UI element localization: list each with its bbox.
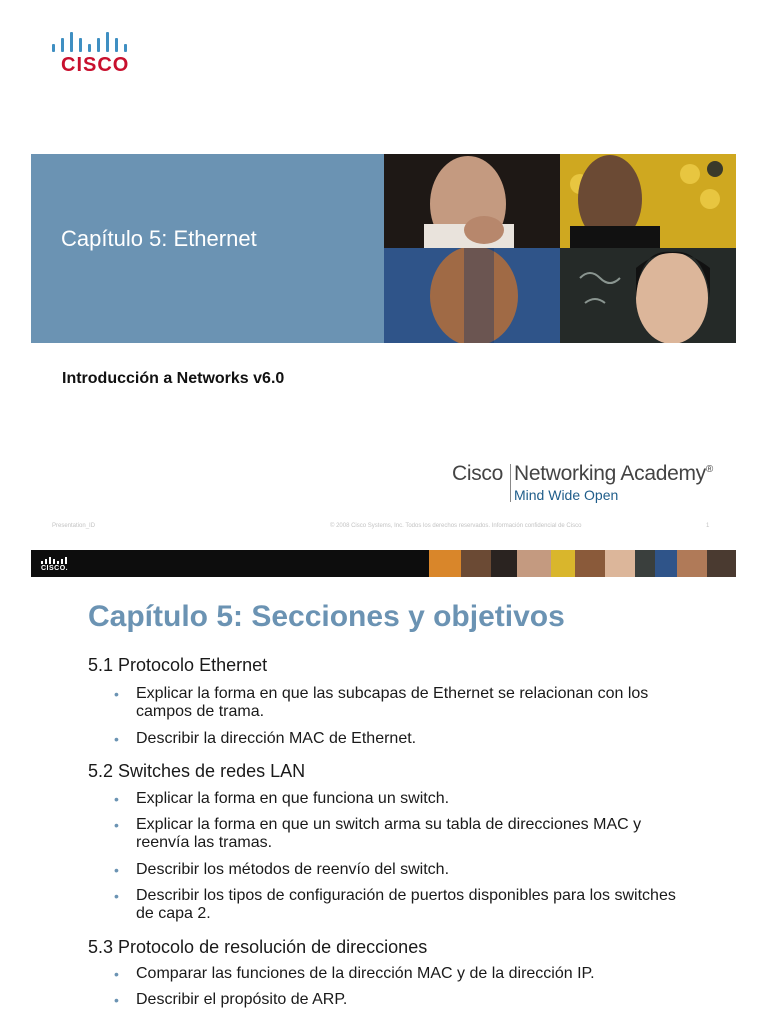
- bullet-text: Describir la dirección MAC de Ethernet.: [136, 730, 417, 747]
- student-photo: [384, 154, 560, 248]
- academy-name: Networking Academy: [514, 462, 706, 485]
- bullet-text: Explicar la forma en que funciona un switch.: [136, 790, 450, 807]
- bullet-icon: •: [114, 686, 119, 702]
- cisco-logo: [52, 30, 142, 78]
- section-heading: 5.1 Protocolo Ethernet: [88, 655, 268, 675]
- page-number: 1: [706, 523, 710, 529]
- course-subtitle: Introducción a Networks v6.0: [62, 370, 285, 387]
- presentation-id: Presentation_ID: [52, 523, 96, 529]
- bullet-text: Describir los tipos de configuración de puertos disponibles para los switches de capa 2.: [136, 887, 676, 922]
- section-heading: 5.3 Protocolo de resolución de direcciones: [88, 937, 428, 957]
- bullet-text: Describir el propósito de ARP.: [136, 991, 348, 1008]
- bullet-icon: •: [114, 731, 119, 747]
- bullet-icon: •: [114, 992, 119, 1008]
- student-photo: [560, 154, 736, 248]
- academy-reg-mark: ®: [705, 464, 713, 475]
- student-photo-grid: [384, 154, 736, 343]
- cisco-mini-logo-text: CISCO.: [41, 565, 69, 572]
- bullet-icon: •: [114, 817, 119, 833]
- cisco-mini-logo: [39, 554, 73, 574]
- header-photo-strip: [429, 550, 736, 577]
- chapter-title: Capítulo 5: Ethernet: [61, 226, 257, 251]
- cisco-logo-text: CISCO: [61, 54, 130, 76]
- bullet-icon: •: [114, 862, 119, 878]
- bullet-icon: •: [114, 791, 119, 807]
- networking-academy-logo: [452, 462, 722, 508]
- academy-divider: [510, 464, 511, 502]
- chapter-title-band: [31, 154, 384, 343]
- objectives-slide: [0, 548, 768, 1024]
- student-photo: [384, 248, 560, 343]
- slide-separator: [0, 540, 768, 548]
- bullet-text: Describir los métodos de reenvío del switch.: [136, 861, 450, 878]
- slide-header-band: [31, 550, 736, 577]
- slide-title: Capítulo 5: Secciones y objetivos: [88, 600, 565, 633]
- copyright-notice: © 2008 Cisco Systems, Inc. Todos los derechos reservados. Información confidencial de Cisco: [330, 523, 582, 529]
- academy-tagline: Mind Wide Open: [514, 487, 619, 503]
- bullet-text: Explicar la forma en que las subcapas de Ethernet se relacionan con los campos de trama.: [136, 685, 649, 720]
- bullet-icon: •: [114, 888, 119, 904]
- student-photo: [560, 248, 736, 343]
- cisco-bars-icon: [52, 30, 138, 52]
- academy-brand: Cisco: [452, 462, 504, 485]
- section-heading: 5.2 Switches de redes LAN: [88, 761, 306, 781]
- bullet-icon: •: [114, 966, 119, 982]
- bullet-text: Explicar la forma en que un switch arma su tabla de direcciones MAC y reenvía las tramas.: [136, 816, 642, 851]
- academy-name-wrap: [514, 462, 713, 486]
- bullet-text: Comparar las funciones de la dirección MAC y de la dirección IP.: [136, 965, 595, 982]
